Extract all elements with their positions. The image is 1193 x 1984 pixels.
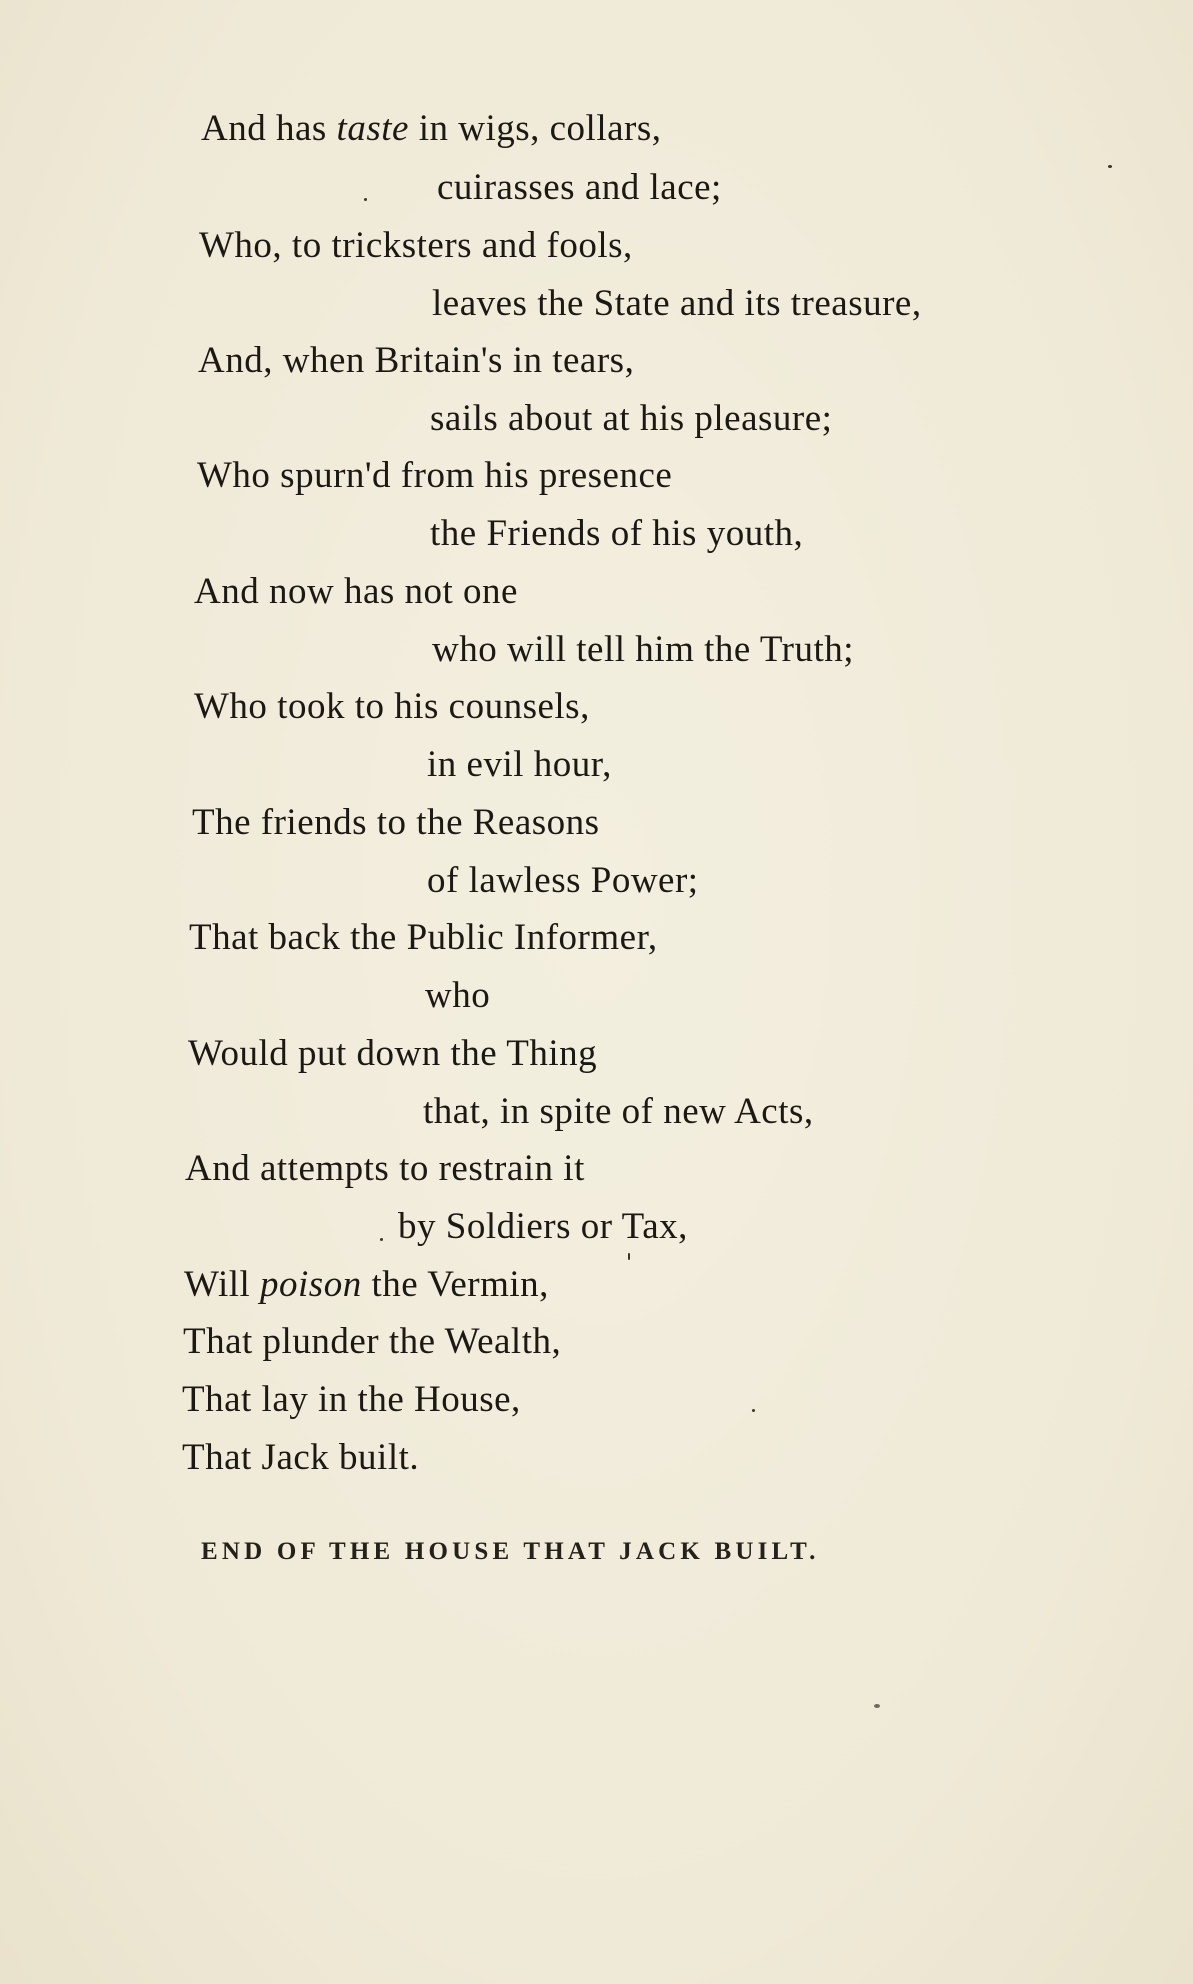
poem-line: And attempts to restrain it: [185, 1148, 585, 1189]
print-speck: [1108, 165, 1112, 168]
poem-line: that, in spite of new Acts,: [423, 1091, 814, 1132]
poem-line: Would put down the Thing: [188, 1033, 598, 1074]
poem-line: Will poison the Vermin,: [184, 1264, 549, 1305]
end-title: END OF THE HOUSE THAT JACK BUILT.: [201, 1538, 820, 1565]
poem-line: of lawless Power;: [427, 860, 699, 901]
poem-line: the Friends of his youth,: [430, 513, 804, 554]
poem-line: in evil hour,: [427, 744, 612, 785]
poem-line: who: [425, 975, 491, 1016]
print-speck: [752, 1409, 755, 1412]
poem-line: That Jack built.: [182, 1437, 420, 1478]
poem-line: Who, to tricksters and fools,: [199, 225, 633, 266]
poem-line: The friends to the Reasons: [192, 802, 600, 843]
poem-line: And now has not one: [194, 571, 518, 612]
poem-line: Who took to his counsels,: [194, 686, 590, 727]
poem-line: And, when Britain's in tears,: [198, 340, 635, 381]
poem-line: who will tell him the Truth;: [432, 629, 855, 670]
poem-line: That lay in the House,: [182, 1379, 521, 1420]
poem-line: sails about at his pleasure;: [430, 398, 833, 439]
poem-line: That back the Public Informer,: [189, 917, 658, 958]
poem-line: by Soldiers or Tax,: [398, 1206, 688, 1247]
print-speck: [628, 1253, 630, 1260]
poem-line: leaves the State and its treasure,: [432, 283, 922, 324]
poem-line: cuirasses and lace;: [437, 167, 722, 208]
poem-line: That plunder the Wealth,: [183, 1321, 562, 1362]
poem-line: And has taste in wigs, collars,: [201, 108, 662, 149]
print-speck: [874, 1704, 880, 1708]
print-speck: [364, 198, 367, 201]
poem-line: Who spurn'd from his presence: [197, 455, 673, 496]
print-speck: [380, 1238, 383, 1241]
